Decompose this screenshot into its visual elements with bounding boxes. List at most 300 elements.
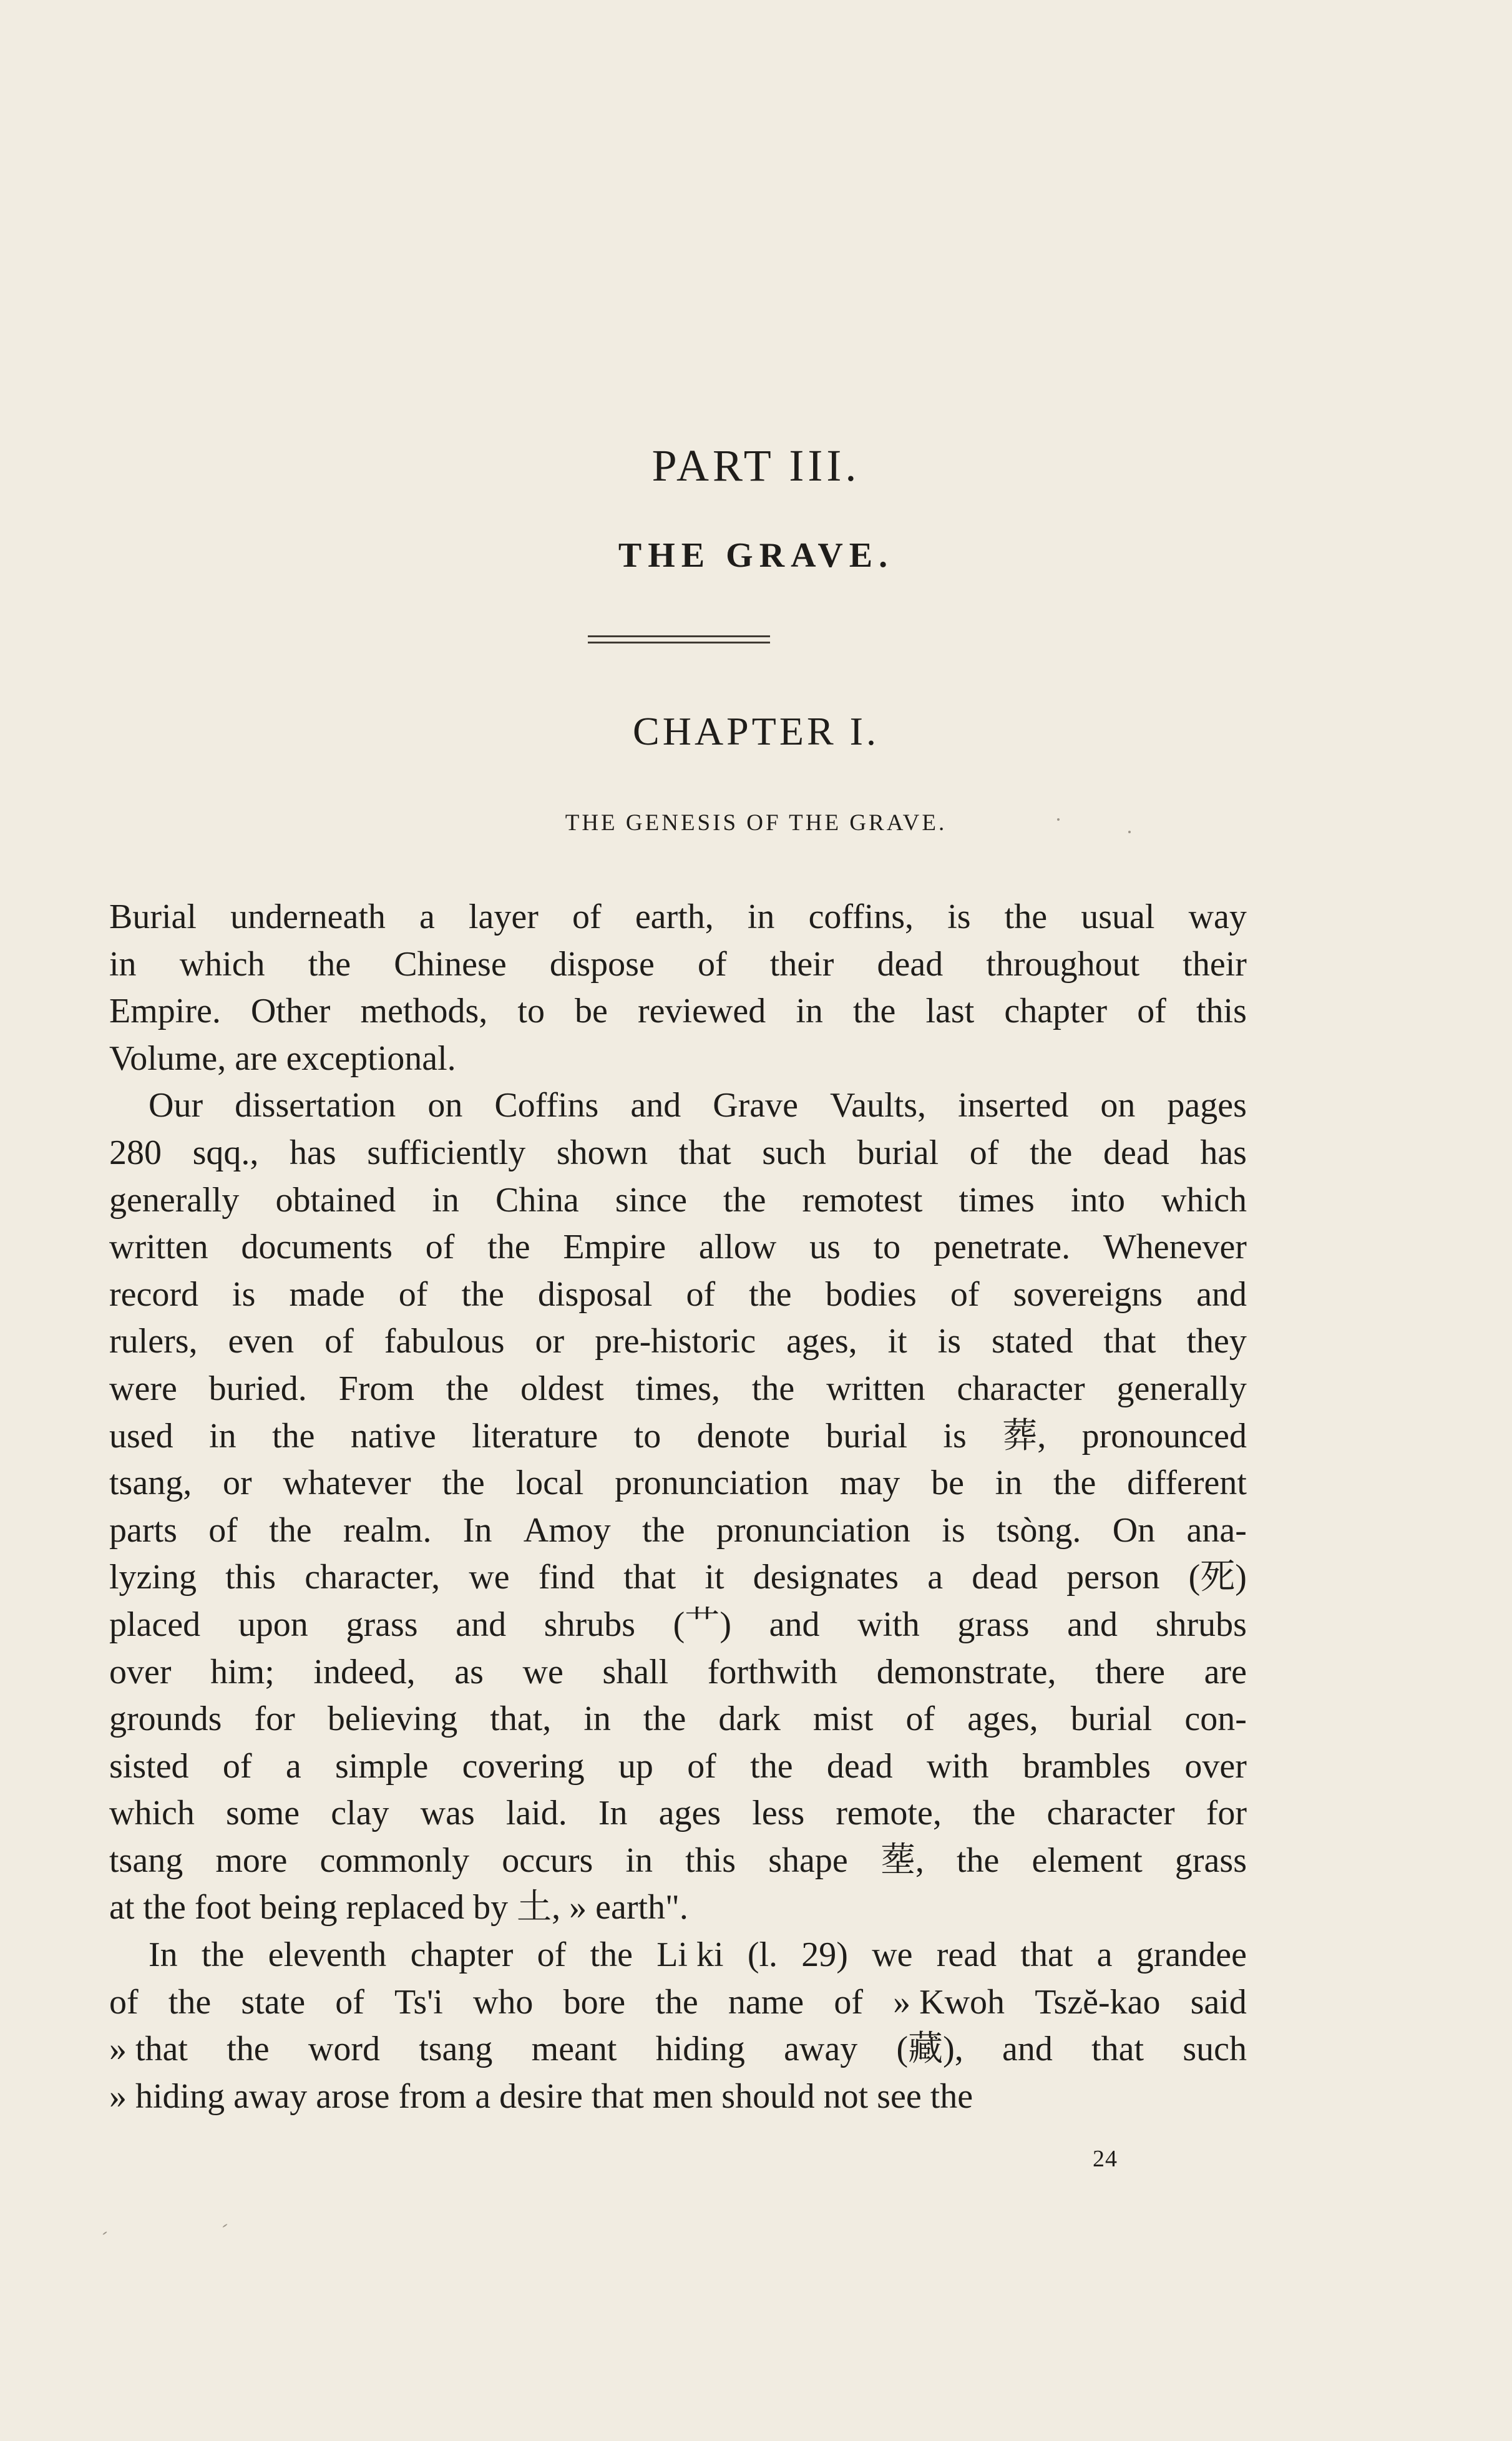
text-word: remote, <box>836 1794 942 1833</box>
text-word: of <box>335 1982 364 2022</box>
text-word: 29) <box>801 1935 848 1975</box>
text-word: Grave <box>713 1086 799 1125</box>
text-word: lyzing <box>109 1558 197 1597</box>
chapter-title: CHAPTER I. <box>633 709 879 753</box>
text-word: is <box>942 1510 965 1550</box>
text-word: replaced <box>346 1888 465 1927</box>
text-word: pages <box>1167 1086 1247 1125</box>
text-word: pre-historic <box>595 1322 756 1361</box>
text-word: the <box>168 1982 212 2022</box>
text-line <box>109 1224 1247 1271</box>
part-title: PART III. <box>651 441 861 491</box>
text-word: the <box>956 1841 1000 1880</box>
text-word: over <box>1184 1746 1247 1786</box>
text-word: the <box>269 1510 312 1550</box>
text-word: is <box>937 1322 962 1361</box>
text-word: pronunciation <box>615 1464 809 1503</box>
text-word: written <box>826 1369 925 1408</box>
text-word: Ts'i <box>394 1982 443 2022</box>
text-word: their <box>769 944 834 984</box>
text-word: said <box>1190 1982 1247 2022</box>
text-word: find <box>538 1558 595 1597</box>
text-word: shrubs <box>1155 1605 1247 1644</box>
text-word: grass <box>346 1605 418 1644</box>
text-word: (藏), <box>896 2030 963 2069</box>
paper-speck <box>102 2231 107 2235</box>
text-word: burial <box>826 1416 907 1455</box>
text-word: » earth". <box>569 1888 688 1927</box>
text-word: the <box>750 1746 793 1786</box>
text-word: that <box>1020 1935 1073 1975</box>
body-text <box>109 894 1247 2120</box>
text-word: up <box>618 1746 653 1786</box>
text-word: tsòng. <box>997 1510 1081 1550</box>
text-word: Empire. <box>109 992 221 1031</box>
text-word: that <box>1103 1322 1156 1361</box>
text-word: In <box>598 1794 628 1833</box>
text-line <box>109 1035 1247 1083</box>
text-word: of <box>324 1322 354 1361</box>
text-word: rulers, <box>109 1322 198 1361</box>
text-line <box>109 1554 1247 1602</box>
text-word: different <box>1127 1464 1247 1503</box>
text-word: be <box>575 992 608 1031</box>
text-word: grandee <box>1136 1935 1247 1975</box>
text-word: bore <box>563 1982 626 2022</box>
text-word: name <box>728 1982 804 2022</box>
text-word: is <box>232 1274 256 1314</box>
text-word: the <box>655 1982 698 2022</box>
text-word: the <box>852 992 896 1031</box>
text-word: the <box>461 1274 504 1314</box>
text-word: foot <box>194 1888 251 1927</box>
text-word: » Kwoh <box>893 1982 1005 2022</box>
text-word: oldest <box>520 1369 604 1408</box>
text-word: last <box>925 992 975 1031</box>
text-word: and <box>630 1086 681 1125</box>
text-word: pronounced <box>1081 1416 1247 1455</box>
text-word: and <box>769 1605 820 1644</box>
text-line <box>109 1460 1247 1507</box>
text-word: or <box>222 1464 252 1503</box>
text-word: over <box>109 1652 172 1691</box>
text-word: on <box>427 1086 463 1125</box>
text-word: designates <box>753 1558 899 1597</box>
text-line <box>109 1743 1247 1791</box>
text-word: burial <box>857 1133 939 1172</box>
text-word: in <box>109 944 137 984</box>
text-word: used <box>109 1416 173 1455</box>
text-word: the <box>442 1464 485 1503</box>
text-word: denote <box>696 1416 790 1455</box>
text-word: shown <box>556 1133 648 1172</box>
text-word: commonly <box>319 1841 470 1880</box>
text-word: tsang <box>109 1841 183 1880</box>
text-word: the <box>446 1369 489 1408</box>
text-word: him; <box>210 1652 275 1691</box>
text-word: pronunciation <box>716 1510 910 1550</box>
text-word: of <box>1137 992 1166 1031</box>
text-word: clay <box>331 1794 389 1833</box>
text-word: penetrate. <box>933 1228 1071 1267</box>
section-title: THE GRAVE. <box>618 536 894 575</box>
text-word: may <box>839 1464 900 1503</box>
text-word: (死) <box>1188 1558 1247 1597</box>
text-line <box>109 1507 1247 1555</box>
text-word: stated <box>991 1322 1073 1361</box>
text-word: in <box>432 1180 459 1220</box>
text-word: laid. <box>505 1794 567 1833</box>
text-word: away <box>784 2030 858 2069</box>
text-word: which <box>179 944 265 984</box>
text-line <box>109 1884 1247 1932</box>
text-word: indeed, <box>313 1652 416 1691</box>
text-word: and <box>1067 1605 1118 1644</box>
text-line <box>109 1602 1247 1649</box>
text-word: read <box>936 1935 997 1975</box>
text-word: the <box>643 1700 686 1739</box>
text-word: of <box>905 1700 935 1739</box>
text-word: underneath <box>230 898 386 936</box>
text-word: with <box>926 1746 989 1786</box>
text-word: ages, <box>967 1700 1038 1739</box>
text-word: grounds <box>109 1700 222 1739</box>
text-word: their <box>1183 944 1247 984</box>
paper-speck <box>1128 831 1131 833</box>
text-word: a <box>475 2077 491 2116</box>
text-word: not <box>823 2077 869 2116</box>
text-word: the <box>1004 898 1048 936</box>
text-word: in <box>796 992 823 1031</box>
text-word: grass <box>957 1605 1030 1644</box>
text-word: of <box>687 1746 716 1786</box>
text-word: and <box>1196 1274 1247 1314</box>
text-word: of <box>222 1746 252 1786</box>
text-word: Coffins <box>494 1086 599 1125</box>
text-word: even <box>228 1322 295 1361</box>
text-word: the <box>272 1416 315 1455</box>
text-word: who <box>472 1982 534 2022</box>
text-word: » hiding <box>109 2077 225 2116</box>
text-word: occurs <box>502 1841 593 1880</box>
text-line <box>109 2073 1247 2121</box>
text-word: meant <box>531 2030 617 2069</box>
text-word: layer <box>469 898 539 936</box>
text-word: dead <box>877 944 944 984</box>
rule-line-top <box>588 635 770 637</box>
text-word: character <box>1046 1794 1175 1833</box>
text-line <box>109 1837 1247 1885</box>
text-word: sovereigns <box>1013 1274 1163 1314</box>
text-word: that <box>1091 2030 1144 2069</box>
text-word: disposal <box>537 1274 653 1314</box>
text-word: Other <box>250 992 331 1031</box>
text-word: the <box>930 2077 973 2116</box>
text-word: sisted <box>109 1746 189 1786</box>
text-word: shape <box>768 1841 848 1880</box>
text-line <box>109 894 1247 941</box>
text-word: ana- <box>1186 1510 1247 1550</box>
text-word: methods, <box>360 992 488 1031</box>
text-word: on <box>1100 1086 1136 1125</box>
text-word: the <box>1053 1464 1096 1503</box>
text-word: a <box>1096 1935 1113 1975</box>
text-word: such <box>1183 2030 1247 2069</box>
text-word: desire <box>499 2077 583 2116</box>
text-word: simple <box>335 1746 429 1786</box>
text-word: which <box>1161 1180 1247 1220</box>
text-word: of <box>686 1274 716 1314</box>
text-word: of <box>537 1935 567 1975</box>
text-word: 土, <box>517 1888 561 1927</box>
text-word: dead <box>972 1558 1038 1597</box>
text-word: eleventh <box>268 1935 387 1975</box>
text-word: In <box>462 1510 492 1550</box>
text-word: it <box>887 1322 907 1361</box>
text-word: of <box>950 1274 980 1314</box>
text-word: more <box>215 1841 288 1880</box>
text-word: state <box>241 1982 306 2022</box>
text-word: of <box>969 1133 999 1172</box>
text-word: literature <box>472 1416 598 1455</box>
text-line <box>149 1932 1247 1979</box>
text-word: usual <box>1081 898 1155 936</box>
text-word: the <box>143 1888 186 1927</box>
text-word: is <box>947 898 971 936</box>
text-word: whatever <box>283 1464 411 1503</box>
text-word: less <box>752 1794 805 1833</box>
text-word: in <box>209 1416 237 1455</box>
text-word: were <box>109 1369 177 1408</box>
text-word: Chinese <box>394 944 507 984</box>
text-word: by <box>473 1888 509 1927</box>
text-word: 280 <box>109 1133 162 1172</box>
text-word: the <box>227 2030 270 2069</box>
text-word: has <box>1200 1133 1247 1172</box>
text-word: mist <box>812 1700 874 1739</box>
text-word: Li ki <box>656 1935 724 1975</box>
text-word: that, <box>490 1700 552 1739</box>
text-word: sufficiently <box>367 1133 526 1172</box>
text-word: the <box>590 1935 633 1975</box>
text-word: chapter <box>410 1935 514 1975</box>
text-word: buried. <box>208 1369 307 1408</box>
text-word: Tszĕ-kao <box>1035 1982 1161 2022</box>
text-word: Amoy <box>523 1510 611 1550</box>
text-word: Empire <box>563 1228 666 1267</box>
text-word: there <box>1095 1652 1165 1691</box>
text-line <box>109 1413 1247 1460</box>
text-word: are <box>235 1039 278 1078</box>
text-word: and <box>456 1605 507 1644</box>
text-word: times, <box>635 1369 720 1408</box>
text-word: arose <box>316 2077 390 2116</box>
text-word: On <box>1112 1510 1156 1550</box>
text-word: since <box>615 1180 687 1220</box>
text-line <box>109 988 1247 1035</box>
text-word: was <box>420 1794 475 1833</box>
text-word: the <box>308 944 351 984</box>
text-word: tsang <box>419 2030 493 2069</box>
text-line <box>109 1649 1247 1696</box>
text-word: of <box>398 1274 428 1314</box>
text-word: shall <box>602 1652 669 1691</box>
text-word: that <box>591 2077 644 2116</box>
text-word: written <box>109 1228 208 1267</box>
text-word: in <box>995 1464 1023 1503</box>
text-word: the <box>749 1274 792 1314</box>
text-word: the <box>751 1369 795 1408</box>
text-word: word <box>308 2030 380 2069</box>
text-word: at <box>109 1888 135 1927</box>
text-word: placed <box>109 1605 201 1644</box>
text-word: away <box>233 2077 308 2116</box>
text-word: dissertation <box>235 1086 396 1125</box>
text-word: for <box>254 1700 295 1739</box>
text-word: earth, <box>635 898 714 936</box>
text-line <box>109 1790 1247 1837</box>
text-word: that <box>678 1133 731 1172</box>
text-word: Our <box>149 1086 203 1125</box>
paper-speck <box>1057 818 1060 821</box>
text-word: tsang, <box>109 1464 192 1503</box>
text-word: it <box>705 1558 724 1597</box>
text-word: dispose <box>549 944 655 984</box>
text-line <box>109 1366 1247 1413</box>
text-word: of <box>425 1228 455 1267</box>
text-word: way <box>1188 898 1247 936</box>
text-word: this <box>1196 992 1247 1031</box>
text-word: made <box>289 1274 365 1314</box>
text-word: to <box>517 992 545 1031</box>
text-word: reviewed <box>638 992 766 1031</box>
text-word: realm. <box>343 1510 432 1550</box>
text-word: such <box>762 1133 826 1172</box>
text-word: times <box>958 1180 1035 1220</box>
text-word: parts <box>109 1510 177 1550</box>
text-word: 葬, <box>1002 1416 1046 1455</box>
text-word: of <box>109 1982 139 2022</box>
text-word: the <box>642 1510 685 1550</box>
text-line <box>109 1696 1247 1743</box>
text-word: covering <box>462 1746 585 1786</box>
text-word: obtained <box>275 1180 396 1220</box>
text-word: we <box>522 1652 563 1691</box>
text-word: chapter <box>1004 992 1108 1031</box>
text-line <box>109 941 1247 989</box>
text-word: forthwith <box>707 1652 838 1691</box>
text-word: demonstrate, <box>876 1652 1056 1691</box>
text-word: into <box>1070 1180 1126 1220</box>
text-word: which <box>109 1794 195 1833</box>
text-word: dark <box>718 1700 781 1739</box>
text-word: believing <box>327 1700 458 1739</box>
text-word: In <box>149 1935 178 1975</box>
text-word: in <box>625 1841 653 1880</box>
text-word: of <box>572 898 602 936</box>
text-word: being <box>260 1888 338 1927</box>
double-rule <box>588 635 770 647</box>
text-word: remotest <box>802 1180 923 1220</box>
text-word: is <box>943 1416 967 1455</box>
text-word: China <box>495 1180 579 1220</box>
text-word: see <box>877 2077 922 2116</box>
text-word: hiding <box>655 2030 745 2069</box>
text-word: (l. <box>747 1935 778 1975</box>
text-word: generally <box>109 1180 240 1220</box>
text-line <box>109 1318 1247 1366</box>
text-word: grass <box>1174 1841 1247 1880</box>
text-word: in <box>583 1700 611 1739</box>
text-word: or <box>535 1322 565 1361</box>
text-word: burial <box>1070 1700 1153 1739</box>
text-word: with <box>857 1605 920 1644</box>
text-word: for <box>1206 1794 1247 1833</box>
text-word: the <box>723 1180 766 1220</box>
text-word: allow <box>698 1228 777 1267</box>
text-word: 塟, <box>880 1841 924 1880</box>
text-word: From <box>338 1369 414 1408</box>
text-word: upon <box>238 1605 308 1644</box>
text-word: in <box>747 898 775 936</box>
text-line <box>109 1130 1247 1177</box>
text-word: ages, <box>786 1322 857 1361</box>
text-word: some <box>225 1794 300 1833</box>
text-word: con- <box>1184 1700 1247 1739</box>
text-word: sqq., <box>192 1133 259 1172</box>
text-word: ages <box>658 1794 721 1833</box>
text-word: local <box>515 1464 584 1503</box>
text-word: the <box>972 1794 1016 1833</box>
text-word: the <box>487 1228 530 1267</box>
text-word: bodies <box>825 1274 917 1314</box>
rule-line-bottom <box>588 642 770 643</box>
text-line <box>109 1177 1247 1225</box>
text-word: from <box>398 2077 467 2116</box>
text-word: brambles <box>1022 1746 1151 1786</box>
text-word: coffins, <box>808 898 914 936</box>
text-word: to <box>633 1416 661 1455</box>
page-number: 24 <box>1093 2146 1118 2172</box>
text-word: the <box>201 1935 245 1975</box>
text-word: has <box>289 1133 336 1172</box>
text-word: (艹) <box>673 1605 731 1644</box>
text-word: we <box>469 1558 510 1597</box>
text-word: that <box>623 1558 676 1597</box>
text-line <box>149 1082 1247 1130</box>
text-word: element <box>1032 1841 1143 1880</box>
text-word: throughout <box>986 944 1140 984</box>
text-word: to <box>873 1228 901 1267</box>
text-word: men <box>652 2077 713 2116</box>
text-word: inserted <box>958 1086 1069 1125</box>
text-word: shrubs <box>544 1605 635 1644</box>
text-word: they <box>1186 1322 1247 1361</box>
text-word: person <box>1066 1558 1160 1597</box>
text-line <box>109 1979 1247 2027</box>
text-word: native <box>350 1416 436 1455</box>
text-word: are <box>1204 1652 1247 1691</box>
text-word: a <box>419 898 435 936</box>
text-word: character <box>957 1369 1085 1408</box>
text-word: fabulous <box>384 1322 505 1361</box>
text-word: be <box>931 1464 964 1503</box>
text-word: Burial <box>109 898 197 936</box>
text-word: Vaults, <box>830 1086 927 1125</box>
text-word: should <box>721 2077 815 2116</box>
text-word: a <box>285 1746 301 1786</box>
text-word: a <box>927 1558 944 1597</box>
